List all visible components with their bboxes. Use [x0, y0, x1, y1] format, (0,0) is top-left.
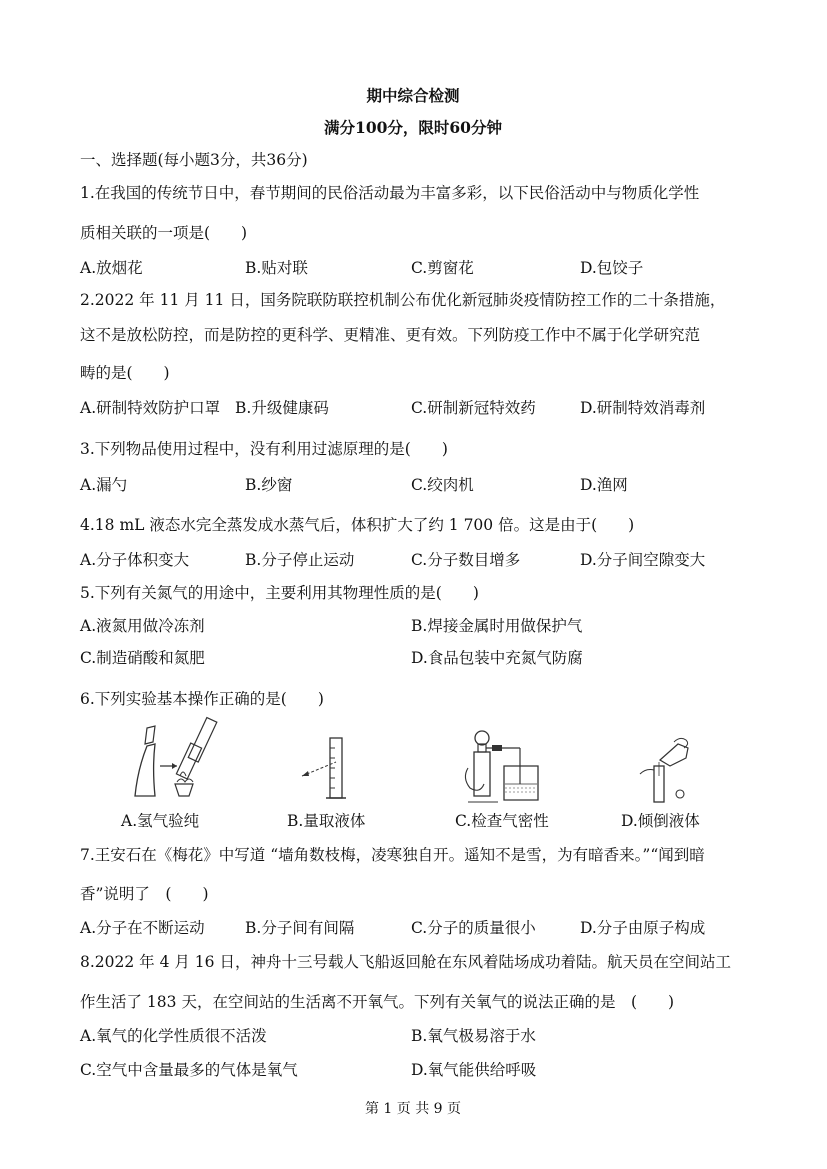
question-2-option-d: D.研制特效消毒剂	[580, 399, 706, 417]
page-title: 期中综合检测	[366, 86, 460, 105]
page-number: 第 1 页 共 9 页	[364, 1101, 462, 1117]
question-8-option-a: A.氧气的化学性质很不活泼	[80, 1027, 267, 1045]
question-5-line-1: 5.下列有关氮气的用途中，主要利用其物理性质的是( )	[80, 584, 479, 602]
question-8-line-1: 8.2022 年 4 月 16 日，神舟十三号载人飞船返回舱在东风着陆场成功着陆。航天员在空间站工	[80, 953, 731, 971]
section-heading: 一、选择题(每小题3分，共36分)	[80, 151, 308, 169]
question-6-option-c: C.检查气密性	[455, 812, 549, 830]
question-7-line-2: 香”说明了 ( )	[80, 885, 209, 903]
question-1-option-a: A.放烟花	[80, 259, 143, 277]
page-subtitle: 满分100分，限时60分钟	[324, 118, 502, 137]
question-1-option-c: C.剪窗花	[411, 259, 474, 277]
question-2-option-c: C.研制新冠特效药	[411, 399, 536, 417]
question-4-option-c: C.分子数目增多	[411, 551, 521, 569]
question-8-line-2: 作生活了 183 天，在空间站的生活离不开氧气。下列有关氧气的说法正确的是 ( )	[80, 993, 675, 1011]
question-1-option-b: B.贴对联	[245, 259, 308, 277]
question-3-option-d: D.渔网	[580, 476, 628, 494]
question-8-option-d: D.氧气能供给呼吸	[411, 1061, 537, 1079]
question-6-line-1: 6.下列实验基本操作正确的是( )	[80, 690, 324, 708]
question-5-option-a: A.液氮用做冷冻剂	[80, 617, 205, 635]
question-4-option-a: A.分子体积变大	[80, 551, 190, 569]
question-7-line-1: 7.王安石在《梅花》中写道 “墙角数枝梅，凌寒独自开。遥知不是雪，为有暗香来。”“闻到暗	[80, 846, 705, 864]
question-5-option-b: B.焊接金属时用做保护气	[411, 617, 583, 635]
question-3-option-c: C.绞肉机	[411, 476, 474, 494]
question-8-option-c: C.空气中含量最多的气体是氧气	[80, 1061, 298, 1079]
question-1-line-2: 质相关联的一项是( )	[80, 224, 248, 242]
airtightness-check-icon	[458, 728, 548, 808]
question-2-line-2: 这不是放松防控，而是防控的更科学、更精准、更有效。下列防疫工作中不属于化学研究范	[80, 326, 701, 344]
question-7-option-d: D.分子由原子构成	[580, 919, 706, 937]
question-1-line-1: 1.在我国的传统节日中，春节期间的民俗活动最为丰富多彩，以下民俗活动中与物质化学性	[80, 184, 700, 202]
hydrogen-purity-test-icon	[125, 716, 235, 808]
question-8-option-b: B.氧气极易溶于水	[411, 1027, 536, 1045]
measure-liquid-icon	[298, 736, 358, 806]
question-1-option-d: D.包饺子	[580, 259, 644, 277]
question-2-option-b: B.升级健康码	[235, 399, 329, 417]
question-5-option-d: D.食品包装中充氮气防腐	[411, 649, 583, 667]
question-7-option-b: B.分子间有间隔	[245, 919, 355, 937]
question-7-option-c: C.分子的质量很小	[411, 919, 536, 937]
question-6-option-a: A.氢气验纯	[121, 812, 200, 830]
question-6-option-b: B.量取液体	[287, 812, 366, 830]
question-3-line-1: 3.下列物品使用过程中，没有利用过滤原理的是( )	[80, 440, 448, 458]
question-3-option-a: A.漏勺	[80, 476, 128, 494]
question-4-option-b: B.分子停止运动	[245, 551, 355, 569]
question-4-line-1: 4.18 mL 液态水完全蒸发成水蒸气后，体积扩大了约 1 700 倍。这是由于( )	[80, 516, 635, 534]
question-4-option-d: D.分子间空隙变大	[580, 551, 706, 569]
question-7-option-a: A.分子在不断运动	[80, 919, 205, 937]
question-3-option-b: B.纱窗	[245, 476, 293, 494]
pour-liquid-icon	[630, 736, 700, 806]
question-2-line-1: 2.2022 年 11 月 11 日，国务院联防联控机制公布优化新冠肺炎疫情防控工作的二十条措施，	[80, 291, 726, 309]
question-6-option-d: D.倾倒液体	[621, 812, 700, 830]
question-2-option-a: A.研制特效防护口罩	[80, 399, 221, 417]
question-2-line-3: 畴的是( )	[80, 364, 170, 382]
question-5-option-c: C.制造硝酸和氮肥	[80, 649, 205, 667]
